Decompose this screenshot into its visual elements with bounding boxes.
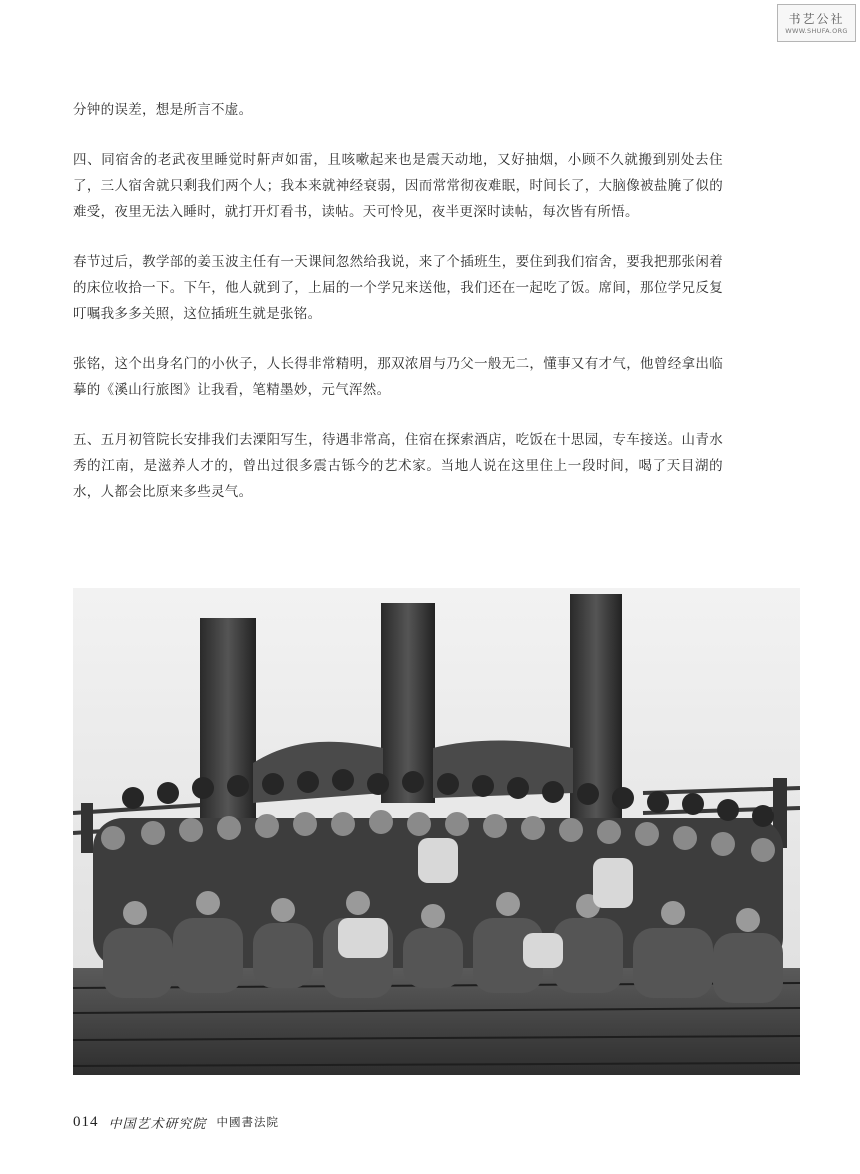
group-photo-illustration (73, 588, 800, 1075)
article-body (73, 97, 723, 529)
page-number: 014 (73, 1113, 99, 1130)
watermark-url: WWW.SHUFA.ORG (785, 27, 848, 35)
paragraph: 张铭，这个出身名门的小伙子，人长得非常精明，那双浓眉与乃父一般无二，懂事又有才气，他曾经拿出临摹的《溪山行旅图》让我看，笔精墨妙，元气浑然。 (73, 356, 723, 398)
group-photo (73, 588, 800, 1075)
paragraph: 春节过后，教学部的姜玉波主任有一天课间忽然给我说，来了个插班生，要住到我们宿舍，要我把那张闲着的床位收拾一下。下午，他人就到了，上届的一个学兄来送他，我们还在一起吃了饭。席间，那位学兄反复叮嘱我多多关照，这位插班生就是张铭。 (73, 254, 723, 322)
paragraph: 分钟的误差，想是所言不虚。 (73, 102, 253, 118)
paragraph: 五、五月初管院长安排我们去溧阳写生，待遇非常高，住宿在探索酒店，吃饭在十思园，专车接送。山青水秀的江南，是滋养人才的，曾出过很多震古铄今的艺术家。当地人说在这里住上一段时间，喝了天目湖的水，人都会比原来多些灵气。 (73, 432, 723, 500)
watermark-logo (777, 4, 856, 42)
institute-name: 中國書法院 (216, 1115, 280, 1129)
page-footer (73, 1112, 279, 1132)
publication-name: 中国艺术研究院 (108, 1116, 207, 1132)
paragraph: 四、同宿舍的老武夜里睡觉时鼾声如雷，且咳嗽起来也是震天动地，又好抽烟，小顾不久就搬到别处去住了，三人宿舍就只剩我们两个人；我本来就神经衰弱，因而常常彻夜难眠，时间长了，大脑像被盐腌了似的难受，夜里无法入睡时，就打开灯看书，读帖。天可怜见，夜半更深时读帖，每次皆有所悟。 (73, 152, 723, 220)
watermark-logo-text: 书艺公社 (788, 12, 845, 26)
